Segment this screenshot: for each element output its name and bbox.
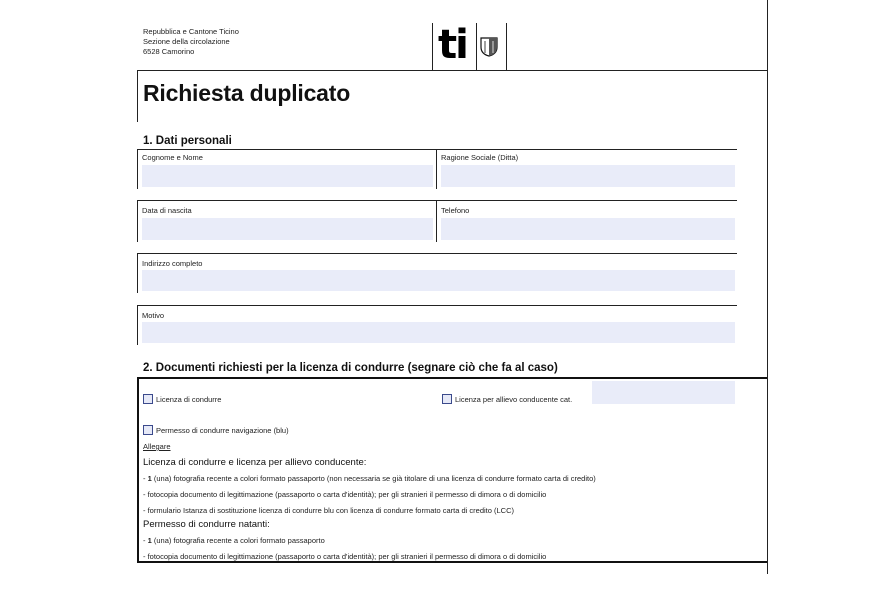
group2-item: - fotocopia documento di legittimazione (passaporto o carta d'identità); per gli stranieri il permesso di dimora o di domicilio xyxy=(143,552,547,561)
group1-title: Licenza di condurre e licenza per allievo conducente: xyxy=(143,457,367,468)
boat-checkbox[interactable] xyxy=(143,425,153,435)
row-left-rule xyxy=(137,200,138,242)
boat-checkbox-label: Permesso di condurre navigazione (blu) xyxy=(156,425,289,435)
attach-heading-text: Allegare xyxy=(143,442,171,451)
ticino-logo: ti xyxy=(438,22,467,68)
row-mid-rule xyxy=(436,149,437,189)
address-label: Indirizzo completo xyxy=(142,259,203,268)
logo-divider-right xyxy=(506,23,507,70)
section-2-heading: 2. Documenti richiesti per la licenza di condurre (segnare ciò che fa al caso) xyxy=(143,362,558,374)
administration-address xyxy=(143,27,239,57)
item-text: (una) fotografia recente a colori formato passaporto (non necessaria se già titolare di una licenza di condurre formato carta di credito) xyxy=(151,474,596,483)
attach-heading xyxy=(143,442,171,451)
learner-checkbox[interactable] xyxy=(442,394,452,404)
row-left-rule xyxy=(137,253,138,293)
boat-checkbox-row[interactable] xyxy=(143,425,289,435)
admin-line: Sezione della circolazione xyxy=(143,37,230,46)
row-rule xyxy=(137,200,737,201)
phone-label: Telefono xyxy=(441,206,470,215)
item-text: (una) fotografia recente a colori formato passaporto xyxy=(151,536,325,545)
row-mid-rule xyxy=(436,200,437,242)
row-rule xyxy=(137,149,737,150)
row-left-rule xyxy=(137,149,138,189)
birth-label: Data di nascita xyxy=(142,206,192,215)
name-label: Cognome e Nome xyxy=(142,153,203,162)
license-checkbox-label: Licenza di condurre xyxy=(156,394,222,404)
item-number: 1 xyxy=(147,536,152,545)
reason-field[interactable] xyxy=(142,322,735,343)
item-number: 1 xyxy=(147,474,152,483)
row-rule xyxy=(137,305,737,306)
phone-field[interactable] xyxy=(441,218,735,240)
row-left-rule xyxy=(137,305,138,345)
license-checkbox[interactable] xyxy=(143,394,153,404)
logo-divider-left xyxy=(432,23,433,70)
license-checkbox-row[interactable] xyxy=(143,394,221,404)
group1-item xyxy=(143,474,596,483)
learner-category-field[interactable] xyxy=(592,381,735,404)
header-rule xyxy=(137,70,767,71)
group1-item: - formulario Istanza di sostituzione licenza di condurre blu con licenza di condurre formato carta di credito (LCC) xyxy=(143,506,515,515)
item-prefix: - xyxy=(143,474,148,483)
learner-checkbox-row[interactable] xyxy=(442,394,572,404)
reason-label: Motivo xyxy=(142,311,165,320)
address-field[interactable] xyxy=(142,270,735,291)
company-label: Ragione Sociale (Ditta) xyxy=(441,153,519,162)
birthdate-field[interactable] xyxy=(142,218,433,240)
item-prefix: - xyxy=(143,536,148,545)
row-rule xyxy=(137,253,737,254)
logo-divider-mid xyxy=(476,23,477,70)
section-1-heading: 1. Dati personali xyxy=(143,135,232,147)
ticino-shield-icon xyxy=(480,37,498,57)
admin-line: Repubblica e Cantone Ticino xyxy=(143,27,239,36)
learner-checkbox-label: Licenza per allievo conducente cat. xyxy=(455,394,573,404)
group2-item xyxy=(143,536,325,545)
page-right-edge xyxy=(767,0,768,574)
admin-line: 6528 Camorino xyxy=(143,47,195,56)
group1-item: - fotocopia documento di legittimazione (passaporto o carta d'identità); per gli stranieri il permesso di dimora o di domicilio xyxy=(143,490,547,499)
group2-title: Permesso di condurre natanti: xyxy=(143,519,270,530)
page-title: Richiesta duplicato xyxy=(143,80,351,106)
company-field[interactable] xyxy=(441,165,735,187)
name-field[interactable] xyxy=(142,165,433,187)
title-left-rule xyxy=(137,70,138,122)
